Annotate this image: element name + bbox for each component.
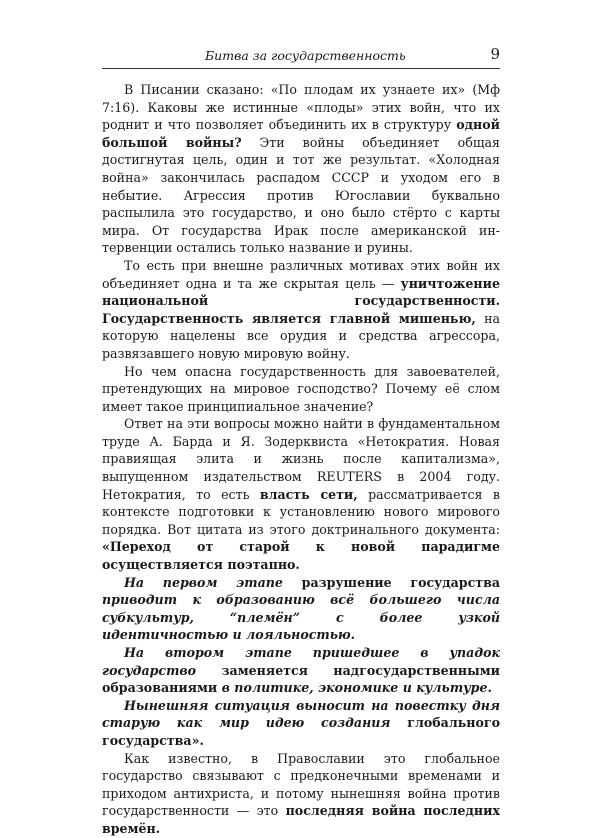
bold-run: последняя война последних времён. xyxy=(102,803,500,836)
paragraph xyxy=(102,574,500,644)
bold-run: разрушение государства xyxy=(282,574,500,590)
text-run: То есть при внешне различных мотивах этих войн их объединяет одна и та же скрытая цель — xyxy=(102,257,500,291)
bold-run: заменяется надгосударственными образованиями xyxy=(102,662,500,696)
bold-run: приводит к образованию всё большего числа субкультур, “племён” с более узкой идентичностью и лояльностью. xyxy=(102,592,500,643)
paragraph xyxy=(102,697,500,750)
paragraph xyxy=(102,415,500,573)
bold-run: Нынешняя ситуация выносит на повестку дня старую как мир идею создания xyxy=(102,697,500,731)
text-run: Как известно, в Православии это глобальное государство связывают с предконечными временами и приходом антихриста, и потому нынешняя война против государственности — это xyxy=(102,750,500,819)
text-run: Но чем опасна государственность для завоевателей, претендующих на мировое господство? Почему её слом имеет такое принципиальное значение? xyxy=(102,363,500,414)
page-body xyxy=(102,81,500,838)
text-run: В Писании сказано: «По плодам их узнаете их» (Мф 7:16). Каковы же истинные «плоды» этих войн, что их роднит и что позволяет объединить их в структуру xyxy=(102,82,500,133)
paragraph xyxy=(102,257,500,363)
bold-run: власть сети, xyxy=(259,486,358,502)
running-header xyxy=(102,44,500,69)
paragraph xyxy=(102,750,500,838)
paragraph xyxy=(102,363,500,416)
page-number: 9 xyxy=(490,45,500,63)
text-run: Ответ на эти вопросы можно найти в фундаментальном труде А. Барда и Я. Зодерквиста «Нетократия. Новая правиящая элита и жизнь после капитализма», выпущенном издательством REUTERS в 2004 году. Нетократия, то есть xyxy=(102,416,500,502)
bold-run: глобального государства». xyxy=(102,715,500,748)
text-run: на которую нацелены все орудия и средства агрессора, развязавшего новую мировую войну. xyxy=(102,310,501,361)
text-run: рассматривается в контексте подготовки к установлению нового мирового порядка. Вот цитата из этого доктринального документа: xyxy=(102,486,500,537)
bold-run: На втором этапе пришедшее в упадок государство xyxy=(102,645,500,678)
bold-run: в политике, экономике и культуре. xyxy=(217,680,492,696)
bold-run: уничтожение национальной государственности. Государственность является главной мишенью, xyxy=(102,275,500,326)
text-run: Эти войны объединяет общая достигнутая цель, один и тот же результат. «Холодная война» закончилась распадом СССР и уходом его в небытие. Агрессия против Югославии буквально распылила это государство, и оно было стёрто с карты мира. От государства Ирак после американской интервенции остались только название и руины. xyxy=(102,134,500,256)
bold-run: «Переход от старой к новой парадигме осуществляется поэтапно. xyxy=(102,539,500,573)
bold-run: На первом этапе xyxy=(124,574,283,590)
running-title: Битва за государственность xyxy=(205,48,406,63)
paragraph xyxy=(102,81,500,257)
paragraph xyxy=(102,644,500,697)
bold-run: одной большой войны? xyxy=(102,117,500,150)
